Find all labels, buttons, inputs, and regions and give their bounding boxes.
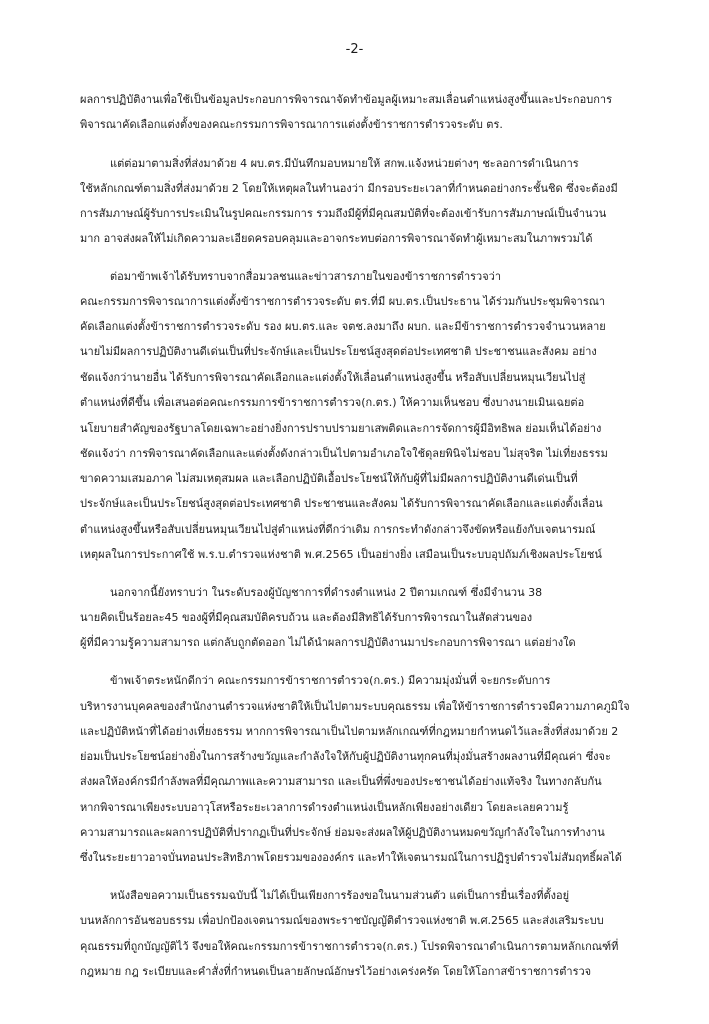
text-line: คุณธรรมที่ถูกบัญญัติไว้ จึงขอให้คณะกรรมการข้าราชการตำรวจ(ก.ตร.) โปรดพิจารณาดำเนินการตามหลักเกณฑ์ที่ [80, 940, 619, 953]
text-line: ตำแหน่งสูงขึ้นหรือสับเปลี่ยนหมุนเวียนไปสู่ตำแหน่งที่ดีกว่าเดิม การกระทำดังกล่าวจึงขัดหรือแย้งกับเจตนารมณ์ [80, 523, 596, 536]
text-line: หากพิจารณาเพียงระบบอาวุโสหรือระยะเวลาการดำรงตำแหน่งเป็นหลักเพียงอย่างเดียว โดยละเลยความรู้ [80, 801, 569, 814]
text-line: นายคิดเป็นร้อยละ45 ของผู้ที่มีคุณสมบัติครบถ้วน และต้องมีสิทธิได้รับการพิจารณาในสัดส่วนของ [80, 611, 533, 624]
text-line: ซึ่งในระยะยาวอาจบั่นทอนประสิทธิภาพโดยรวมขององค์กร และทำให้เจตนารมณ์ในการปฏิรูปตำรวจไม่สัมฤทธิ์ผลได้ [80, 851, 622, 864]
text-line: คณะกรรมการพิจารณาการแต่งตั้งข้าราชการตำรวจระดับ ตร.ที่มี ผบ.ตร.เป็นประธาน ได้ร่วมกันประชุมพิจารณา [80, 295, 606, 308]
text-line: นโยบายสำคัญของรัฐบาลโดยเฉพาะอย่างยิ่งการปราบปรามยาเสพติดและการจัดการผู้มีอิทธิพล ย่อมเห็นได้อย่าง [80, 422, 602, 435]
text-line: บริหารงานบุคคลของสำนักงานตำรวจแห่งชาติให้เป็นไปตามระบบคุณธรรม เพื่อให้ข้าราชการตำรวจมีความภาคภูมิใจ [80, 700, 630, 713]
page-number: -2- [345, 42, 364, 57]
text-line: ขาดความเสมอภาค ไม่สมเหตุสมผล และเลือกปฏิบัติเอื้อประโยชน์ให้กับผู้ที่ไม่มีผลการปฏิบัติงานดีเด่นเป็นที่ [80, 472, 578, 485]
text-line: นอกจากนี้ยังทราบว่า ในระดับรองผู้บัญชาการที่ดำรงตำแหน่ง 2 ปีตามเกณฑ์ ซึ่งมีจำนวน 38 [110, 586, 543, 599]
text-line: หนังสือขอความเป็นธรรมฉบับนี้ ไม่ได้เป็นเพียงการร้องขอในนามส่วนตัว แต่เป็นการยื่นเรื่องที่ตั้งอยู่ [110, 889, 570, 902]
text-line: ประจักษ์และเป็นประโยชน์สูงสุดต่อประเทศชาติ ประชาชนและสังคม ได้รับการพิจารณาคัดเลือกและแต่งตั้งเลื่อน [80, 497, 603, 510]
text-line: ต่อมาข้าพเจ้าได้รับทราบจากสื่อมวลชนและข่าวสารภายในของข้าราชการตำรวจว่า [110, 270, 502, 283]
text-line: ย่อมเป็นประโยชน์อย่างยิ่งในการสร้างขวัญและกำลังใจให้กับผู้ปฏิบัติงานทุกคนที่มุ่งมั่นสร้างผลงานที่มีคุณค่า ซึ่งจะ [80, 750, 611, 763]
text-line: มาก อาจส่งผลให้ไม่เกิดความละเอียดครอบคลุมและอาจกระทบต่อการพิจารณาจัดทำผู้เหมาะสมในภาพรวมได้ [80, 232, 593, 245]
text-line: และปฏิบัติหน้าที่ได้อย่างเที่ยงธรรม หากการพิจารณาเป็นไปตามหลักเกณฑ์ที่กฎหมายกำหนดไว้และสิ่งที่ส่งมาด้วย 2 [80, 725, 619, 738]
text-line: ผู้ที่มีความรู้ความสามารถ แต่กลับถูกตัดออก ไม่ได้นำผลการปฏิบัติงานมาประกอบการพิจารณา แต่อย่างใด [80, 636, 576, 649]
text-line: คัดเลือกแต่งตั้งข้าราชการตำรวจระดับ รอง ผบ.ตร.และ จตช.ลงมาถึง ผบก. และมีข้าราชการตำรวจจำนวนหลาย [80, 320, 606, 333]
text-line: ชัดแจ้งกว่านายอื่น ได้รับการพิจารณาคัดเลือกและแต่งตั้งให้เลื่อนตำแหน่งสูงขึ้น หรือสับเปลี่ยนหมุนเวียนไปสู่ [80, 371, 586, 384]
text-line: นายไม่มีผลการปฏิบัติงานดีเด่นเป็นที่ประจักษ์และเป็นประโยชน์สูงสุดต่อประเทศชาติ ประชาชนและสังคม อย่าง [80, 345, 597, 358]
text-line: ส่งผลให้องค์กรมีกำลังพลที่มีคุณภาพและความสามารถ และเป็นที่พึ่งของประชาชนได้อย่างแท้จริง ในทางกลับกัน [80, 775, 602, 788]
text-line: ความสามารถและผลการปฏิบัติที่ปรากฏเป็นที่ประจักษ์ ย่อมจะส่งผลให้ผู้ปฏิบัติงานหมดขวัญกำลังใจในการทำงาน [80, 826, 605, 839]
text-line: การสัมภาษณ์ผู้รับการประเมินในรูปคณะกรรมการ รวมถึงมีผู้ที่มีคุณสมบัติที่จะต้องเข้ารับการสัมภาษณ์เป็นจำนวน [80, 207, 607, 220]
text-line: กฎหมาย กฎ ระเบียบและคำสั่งที่กำหนดเป็นลายลักษณ์อักษรไว้อย่างเคร่งครัด โดยให้โอกาสข้าราชการตำรวจ [80, 965, 592, 978]
text-line: ตำแหน่งที่ดีขึ้น เพื่อเสนอต่อคณะกรรมการข้าราชการตำรวจ(ก.ตร.) ให้ความเห็นชอบ ซึ่งบางนายเมินเฉยต่อ [80, 396, 585, 409]
text-line: บนหลักการอันชอบธรรม เพื่อปกป้องเจตนารมณ์ของพระราชบัญญัติตำรวจแห่งชาติ พ.ศ.2565 และส่งเสริมระบบ [80, 914, 604, 927]
text-line: พิจารณาคัดเลือกแต่งตั้งของคณะกรรมการพิจารณาการแต่งตั้งข้าราชการตำรวจระดับ ตร. [80, 118, 503, 131]
text-line: ผลการปฏิบัติงานเพื่อใช้เป็นข้อมูลประกอบการพิจารณาจัดทำข้อมูลผู้เหมาะสมเลื่อนตำแหน่งสูงขึ้นและประกอบการ [80, 93, 613, 106]
text-line: ข้าพเจ้าตระหนักดีกว่า คณะกรรมการข้าราชการตำรวจ(ก.ตร.) มีความมุ่งมั่นที่ จะยกระดับการ [110, 674, 551, 687]
text-line: เหตุผลในการประกาศใช้ พ.ร.บ.ตำรวจแห่งชาติ พ.ศ.2565 เป็นอย่างยิ่ง เสมือนเป็นระบบอุปถัมภ์เชิงผลประโยชน์ [80, 548, 602, 561]
text-line: แต่ต่อมาตามสิ่งที่ส่งมาด้วย 4 ผบ.ตร.มีบันทึกมอบหมายให้ สกพ.แจ้งหน่วยต่างๆ ชะลอการดำเนินการ [110, 157, 579, 170]
text-line: ใช้หลักเกณฑ์ตามสิ่งที่ส่งมาด้วย 2 โดยให้เหตุผลในทำนองว่า มีกรอบระยะเวลาที่กำหนดอย่างกระชั้นชิด ซึ่งจะต้องมี [80, 182, 618, 195]
text-line: ชัดแจ้งว่า การพิจารณาคัดเลือกและแต่งตั้งดังกล่าวเป็นไปตามอำเภอใจใช้ดุลยพินิจไม่ชอบ ไม่สุจริต ไม่เที่ยงธรรม [80, 447, 608, 460]
